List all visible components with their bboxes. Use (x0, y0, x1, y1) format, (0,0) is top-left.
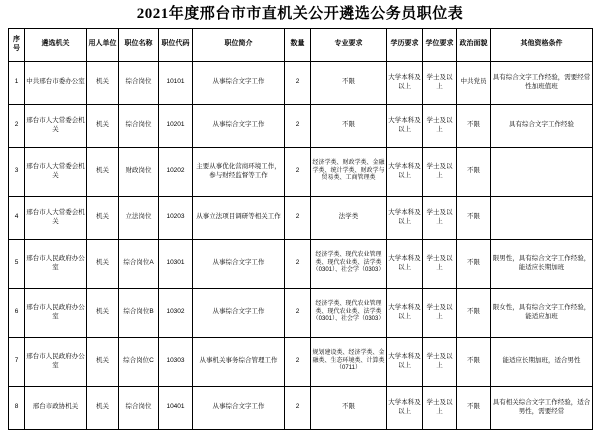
cell-degree: 学士及以上 (423, 337, 457, 386)
cell-edu: 大学本科及以上 (387, 239, 423, 288)
cell-seq: 8 (9, 386, 25, 429)
cell-org: 邢台市人大常委会机关 (25, 147, 87, 196)
cell-intro: 从事综合文字工作 (193, 61, 285, 104)
position-table (8, 28, 593, 430)
cell-org: 邢台市政协机关 (25, 386, 87, 429)
cell-other (491, 147, 593, 196)
cell-position: 综合岗位 (119, 104, 159, 147)
cell-code: 10202 (159, 147, 193, 196)
table-row (9, 288, 593, 337)
cell-other: 具有综合文字工作经验，需要经常性加班值班 (491, 61, 593, 104)
cell-code: 10301 (159, 239, 193, 288)
cell-org: 中共邢台市委办公室 (25, 61, 87, 104)
cell-org: 邢台市人大常委会机关 (25, 104, 87, 147)
cell-code: 10201 (159, 104, 193, 147)
column-header-unit: 用人单位 (87, 28, 119, 61)
cell-position: 综合岗位B (119, 288, 159, 337)
column-header-degree: 学位要求 (423, 28, 457, 61)
table-row (9, 147, 593, 196)
cell-intro: 从事综合文字工作 (193, 239, 285, 288)
cell-edu: 大学本科及以上 (387, 196, 423, 239)
column-header-politics: 政治面貌 (457, 28, 491, 61)
cell-org: 邢台市人民政府办公室 (25, 337, 87, 386)
cell-politics: 不限 (457, 104, 491, 147)
cell-position: 综合岗位C (119, 337, 159, 386)
cell-position: 综合岗位 (119, 61, 159, 104)
cell-major: 经济学类、现代农业管理类、现代农业类、法学类（0301）、社会学（0303） (311, 288, 387, 337)
cell-seq: 1 (9, 61, 25, 104)
cell-politics: 不限 (457, 386, 491, 429)
cell-org: 邢台市人大常委会机关 (25, 196, 87, 239)
cell-num: 2 (285, 239, 311, 288)
cell-seq: 3 (9, 147, 25, 196)
cell-degree: 学士及以上 (423, 288, 457, 337)
cell-degree: 学士及以上 (423, 104, 457, 147)
cell-major: 规划建设类、经济学类、金融类、生态环境类、计算类（0711） (311, 337, 387, 386)
cell-unit: 机关 (87, 386, 119, 429)
cell-code: 10303 (159, 337, 193, 386)
cell-major: 经济学类、现代农业管理类、现代农业类、法学类（0301）、社会学（0303） (311, 239, 387, 288)
cell-other: 限男性，具有综合文字工作经验，能适应长期加班 (491, 239, 593, 288)
cell-politics: 不限 (457, 196, 491, 239)
column-header-other: 其他资格条件 (491, 28, 593, 61)
column-header-edu: 学历要求 (387, 28, 423, 61)
cell-intro: 从事机关事务综合管理工作 (193, 337, 285, 386)
cell-position: 综合岗位A (119, 239, 159, 288)
cell-major: 经济学类、财政学类、金融学类、统计学类、财政学与贸易类、工商管理类 (311, 147, 387, 196)
cell-code: 10101 (159, 61, 193, 104)
column-header-org: 遴选机关 (25, 28, 87, 61)
cell-other: 具有综合文字工作经验 (491, 104, 593, 147)
cell-degree: 学士及以上 (423, 386, 457, 429)
cell-edu: 大学本科及以上 (387, 61, 423, 104)
table-body (9, 61, 593, 429)
cell-unit: 机关 (87, 104, 119, 147)
cell-position: 财政岗位 (119, 147, 159, 196)
cell-code: 10401 (159, 386, 193, 429)
cell-unit: 机关 (87, 288, 119, 337)
column-header-major: 专业要求 (311, 28, 387, 61)
table-row (9, 337, 593, 386)
table-row (9, 386, 593, 429)
cell-org: 邢台市人民政府办公室 (25, 288, 87, 337)
cell-code: 10302 (159, 288, 193, 337)
cell-politics: 中共党员 (457, 61, 491, 104)
cell-unit: 机关 (87, 147, 119, 196)
table-header (9, 28, 593, 61)
cell-seq: 4 (9, 196, 25, 239)
cell-major: 不限 (311, 104, 387, 147)
cell-seq: 7 (9, 337, 25, 386)
cell-edu: 大学本科及以上 (387, 147, 423, 196)
cell-politics: 不限 (457, 147, 491, 196)
page-title: 2021年度邢台市市直机关公开遴选公务员职位表 (136, 6, 464, 22)
table-header-row (9, 28, 593, 61)
cell-unit: 机关 (87, 61, 119, 104)
cell-degree: 学士及以上 (423, 196, 457, 239)
column-header-num: 数量 (285, 28, 311, 61)
table-row (9, 196, 593, 239)
cell-edu: 大学本科及以上 (387, 104, 423, 147)
cell-politics: 不限 (457, 239, 491, 288)
cell-num: 2 (285, 104, 311, 147)
cell-num: 2 (285, 61, 311, 104)
column-header-seq: 序号 (9, 28, 25, 61)
table-row (9, 61, 593, 104)
cell-num: 2 (285, 288, 311, 337)
cell-code: 10203 (159, 196, 193, 239)
cell-seq: 5 (9, 239, 25, 288)
cell-politics: 不限 (457, 337, 491, 386)
cell-unit: 机关 (87, 196, 119, 239)
cell-other: 具有相关综合文字工作经验，适合男性，需要经常 (491, 386, 593, 429)
cell-intro: 从事立法项目调研等相关工作 (193, 196, 285, 239)
cell-intro: 主要从事优化营商环境工作，参与财经监督等工作 (193, 147, 285, 196)
cell-major: 不限 (311, 61, 387, 104)
cell-num: 2 (285, 196, 311, 239)
cell-intro: 从事综合文字工作 (193, 288, 285, 337)
cell-degree: 学士及以上 (423, 239, 457, 288)
cell-politics: 不限 (457, 288, 491, 337)
cell-num: 2 (285, 386, 311, 429)
cell-other (491, 196, 593, 239)
cell-unit: 机关 (87, 337, 119, 386)
column-header-position: 职位名称 (119, 28, 159, 61)
table-row (9, 104, 593, 147)
column-header-intro: 职位简介 (193, 28, 285, 61)
cell-org: 邢台市人民政府办公室 (25, 239, 87, 288)
cell-edu: 大学本科及以上 (387, 337, 423, 386)
cell-major: 不限 (311, 386, 387, 429)
column-header-code: 职位代码 (159, 28, 193, 61)
cell-intro: 从事综合文字工作 (193, 386, 285, 429)
cell-edu: 大学本科及以上 (387, 386, 423, 429)
cell-unit: 机关 (87, 239, 119, 288)
cell-num: 2 (285, 147, 311, 196)
cell-major: 法学类 (311, 196, 387, 239)
cell-position: 立法岗位 (119, 196, 159, 239)
cell-position: 综合岗位 (119, 386, 159, 429)
table-row (9, 239, 593, 288)
cell-edu: 大学本科及以上 (387, 288, 423, 337)
cell-degree: 学士及以上 (423, 147, 457, 196)
cell-num: 2 (285, 337, 311, 386)
cell-degree: 学士及以上 (423, 61, 457, 104)
cell-seq: 6 (9, 288, 25, 337)
cell-seq: 2 (9, 104, 25, 147)
cell-other: 限女性，具有综合文字工作经验，能适应加班 (491, 288, 593, 337)
cell-other: 能适应长期加班，适合男性 (491, 337, 593, 386)
cell-intro: 从事综合文字工作 (193, 104, 285, 147)
